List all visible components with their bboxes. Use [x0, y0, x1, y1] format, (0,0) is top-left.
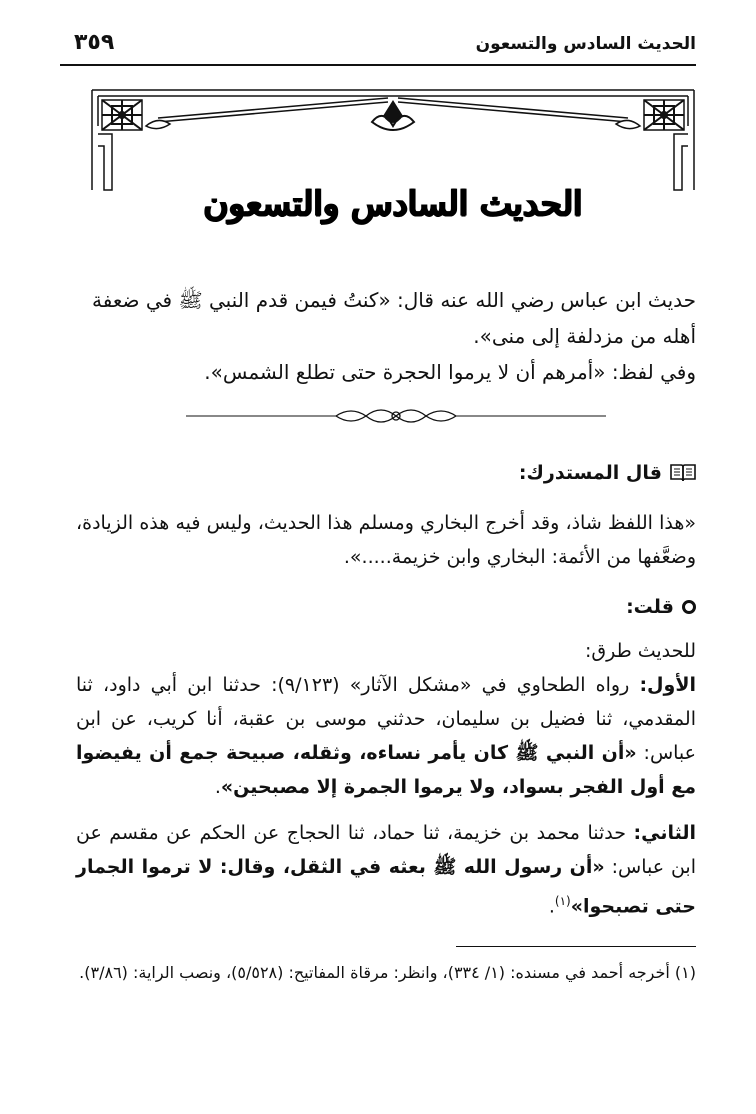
- mustadrak-heading-label: قال المستدرك:: [518, 462, 662, 484]
- running-header-title: الحديث السادس والتسعون: [475, 34, 696, 54]
- second-route-label: الثاني:: [633, 822, 696, 844]
- hadith-line-2: أهله من مزدلفة إلى منى».: [473, 324, 696, 348]
- second-route-text: حدثنا محمد بن خزيمة، ثنا حماد، ثنا الحجاج عن الحكم عن مقسم عن ابن عباس:: [76, 822, 696, 878]
- header-rule: [60, 64, 696, 66]
- page-number: ٣٥٩: [74, 30, 115, 55]
- right-tile-ornament: [644, 100, 684, 130]
- qultu-heading: [626, 596, 696, 618]
- first-route: [76, 668, 696, 804]
- mustadrak-text: «هذا اللفظ شاذ، وقد أخرج البخاري ومسلم هذا الحديث، وليس فيه هذه الزيادة، وضعَّفها من الأئمة: البخاري وابن خزيمة.....».: [76, 512, 696, 568]
- hadith-line-3: وفي لفظ: «أمرهم أن لا يرموا الحجرة حتى تطلع الشمس».: [204, 360, 696, 384]
- section-divider-ornament: [186, 404, 606, 428]
- footnote-text: (١) أخرجه أحمد في مسنده: (١/ ٣٣٤)، وانظر: مرقاة المفاتيح: (٥/٥٢٨)، ونصب الراية: (٣/٨٦).: [79, 963, 696, 982]
- left-tile-ornament: [102, 100, 142, 130]
- first-route-text: رواه الطحاوي في «مشكل الآثار» (٩/١٢٣): حدثنا ابن أبي داود، ثنا المقدمي، ثنا فضيل بن سليمان، حدثني موسى بن عقبة، أنا كريب، عن ابن عباس:: [76, 674, 696, 764]
- center-ornament: [372, 100, 414, 130]
- first-route-label: الأول:: [639, 674, 696, 696]
- mustadrak-heading: [519, 462, 696, 484]
- footnote-ref[interactable]: (١): [554, 894, 571, 908]
- circle-bullet-icon: [682, 600, 696, 614]
- title-frame-ornament: [88, 86, 698, 194]
- qultu-body: [76, 634, 696, 923]
- second-route-quote: «أن رسول الله ﷺ بعثه في الثقل، وقال: لا ترموا الجمار حتى تصبحوا»: [76, 856, 696, 918]
- qultu-intro: للحديث طرق:: [584, 640, 696, 662]
- open-book-icon: [670, 463, 696, 483]
- qultu-heading-label: قلت:: [626, 596, 674, 618]
- second-route-end: .: [548, 895, 555, 918]
- first-route-quote: «أن النبي ﷺ كان يأمر نساءه، وثقله، صبيحة جمع أن يفيضوا مع أول الفجر بسواد، ولا يرموا الجمرة إلا مصبحين»: [76, 742, 696, 798]
- mustadrak-quote: [76, 506, 696, 574]
- chapter-title: الحديث السادس والتسعون: [203, 184, 583, 224]
- footnote-rule: [456, 946, 696, 947]
- hadith-line-1: حديث ابن عباس رضي الله عنه قال: «كنتُ فيمن قدم النبي ﷺ في ضعفة: [92, 288, 696, 312]
- first-route-end: .: [214, 776, 221, 798]
- footnote: [70, 958, 696, 988]
- hadith-text: [76, 282, 696, 390]
- second-route: [76, 816, 696, 923]
